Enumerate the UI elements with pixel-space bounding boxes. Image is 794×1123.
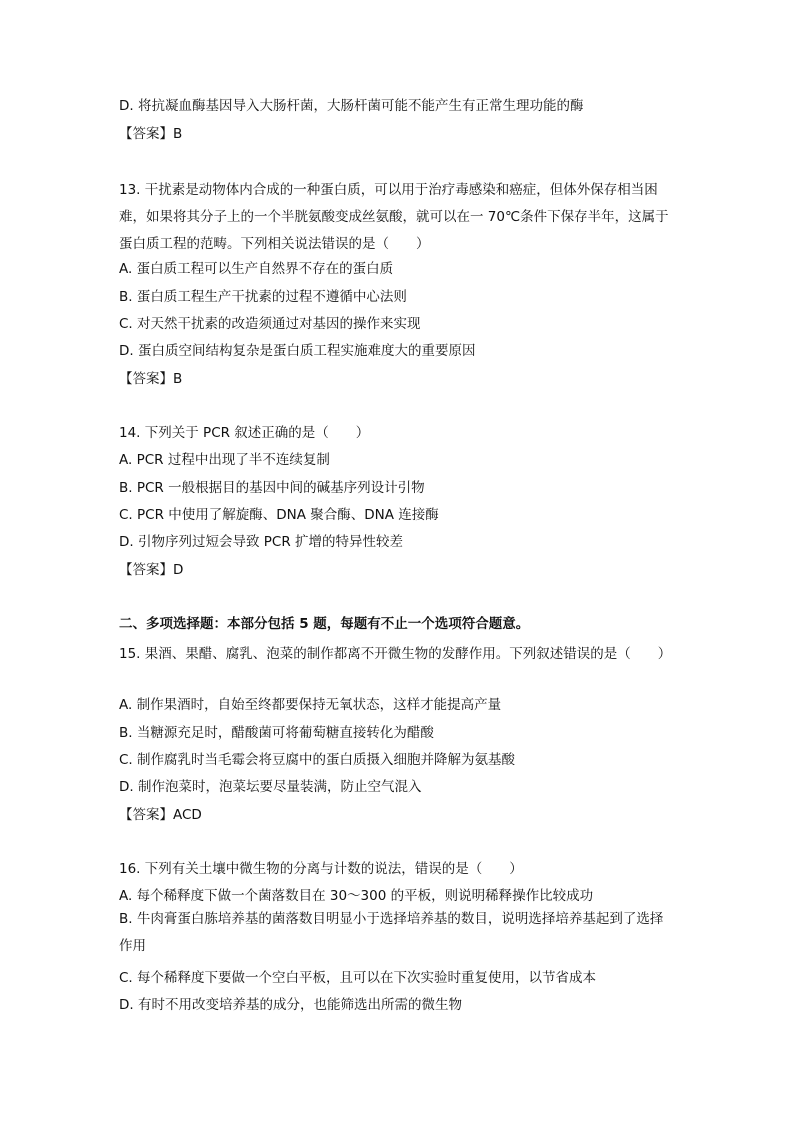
q15-option-b: B. 当糖源充足时，醋酸菌可将葡萄糖直接转化为醋酸 bbox=[119, 725, 434, 741]
q13-option-b: B. 蛋白质工程生产干扰素的过程不遵循中心法则 bbox=[119, 289, 407, 305]
q12-option-d: D. 将抗凝血酶基因导入大肠杆菌，大肠杆菌可能不能产生有正常生理功能的酶 bbox=[119, 98, 584, 114]
q13-option-a: A. 蛋白质工程可以生产自然界不存在的蛋白质 bbox=[119, 261, 394, 277]
q16-option-d: D. 有时不用改变培养基的成分，也能筛选出所需的微生物 bbox=[119, 997, 462, 1013]
q14-answer: 【答案】D bbox=[119, 562, 184, 578]
q16-stem: 16. 下列有关土壤中微生物的分离与计数的说法，错误的是（ ） bbox=[119, 861, 523, 877]
q13-stem: 13. 干扰素是动物体内合成的一种蛋白质，可以用于治疗毒感染和癌症，但体外保存相当困难，如果将其分子上的一个半胱氨酸变成丝氨酸，就可以在一 70℃条件下保存半年，这属于蛋白质工程的范畴。下列相关说法错误的是（ ） bbox=[119, 182, 669, 252]
q14-stem: 14. 下列关于 PCR 叙述正确的是（ ） bbox=[119, 425, 370, 441]
q16-option-b: B. 牛肉膏蛋白胨培养基的菌落数目明显小于选择培养基的数目，说明选择培养基起到了选择作用 bbox=[119, 911, 664, 954]
q14-option-a: A. PCR 过程中出现了半不连续复制 bbox=[119, 452, 330, 468]
q15-option-a: A. 制作果酒时，自始至终都要保持无氧状态，这样才能提高产量 bbox=[119, 697, 502, 713]
q13-option-c: C. 对天然干扰素的改造须通过对基因的操作来实现 bbox=[119, 316, 421, 332]
q13-option-d: D. 蛋白质空间结构复杂是蛋白质工程实施难度大的重要原因 bbox=[119, 343, 476, 359]
q15-option-d: D. 制作泡菜时，泡菜坛要尽量装满，防止空气混入 bbox=[119, 779, 422, 795]
q14-option-c: C. PCR 中使用了解旋酶、DNA 聚合酶、DNA 连接酶 bbox=[119, 507, 439, 523]
q14-option-d: D. 引物序列过短会导致 PCR 扩增的特异性较差 bbox=[119, 534, 404, 550]
q15-option-c: C. 制作腐乳时当毛霉会将豆腐中的蛋白质摄入细胞并降解为氨基酸 bbox=[119, 752, 516, 768]
q16-option-c: C. 每个稀释度下要做一个空白平板，且可以在下次实验时重复使用，以节省成本 bbox=[119, 970, 597, 986]
section2-heading: 二、多项选择题：本部分包括 5 题，每题有不止一个选项符合题意。 bbox=[119, 616, 530, 632]
q15-stem: 15. 果酒、果醋、腐乳、泡菜的制作都离不开微生物的发酵作用。下列叙述错误的是（ ） bbox=[119, 646, 672, 662]
q13-answer: 【答案】B bbox=[119, 371, 183, 387]
q15-answer: 【答案】ACD bbox=[119, 807, 202, 823]
q14-option-b: B. PCR 一般根据目的基因中间的碱基序列设计引物 bbox=[119, 480, 425, 496]
q12-answer: 【答案】B bbox=[119, 126, 183, 142]
q16-option-a: A. 每个稀释度下做一个菌落数目在 30～300 的平板，则说明稀释操作比较成功 bbox=[119, 888, 594, 904]
